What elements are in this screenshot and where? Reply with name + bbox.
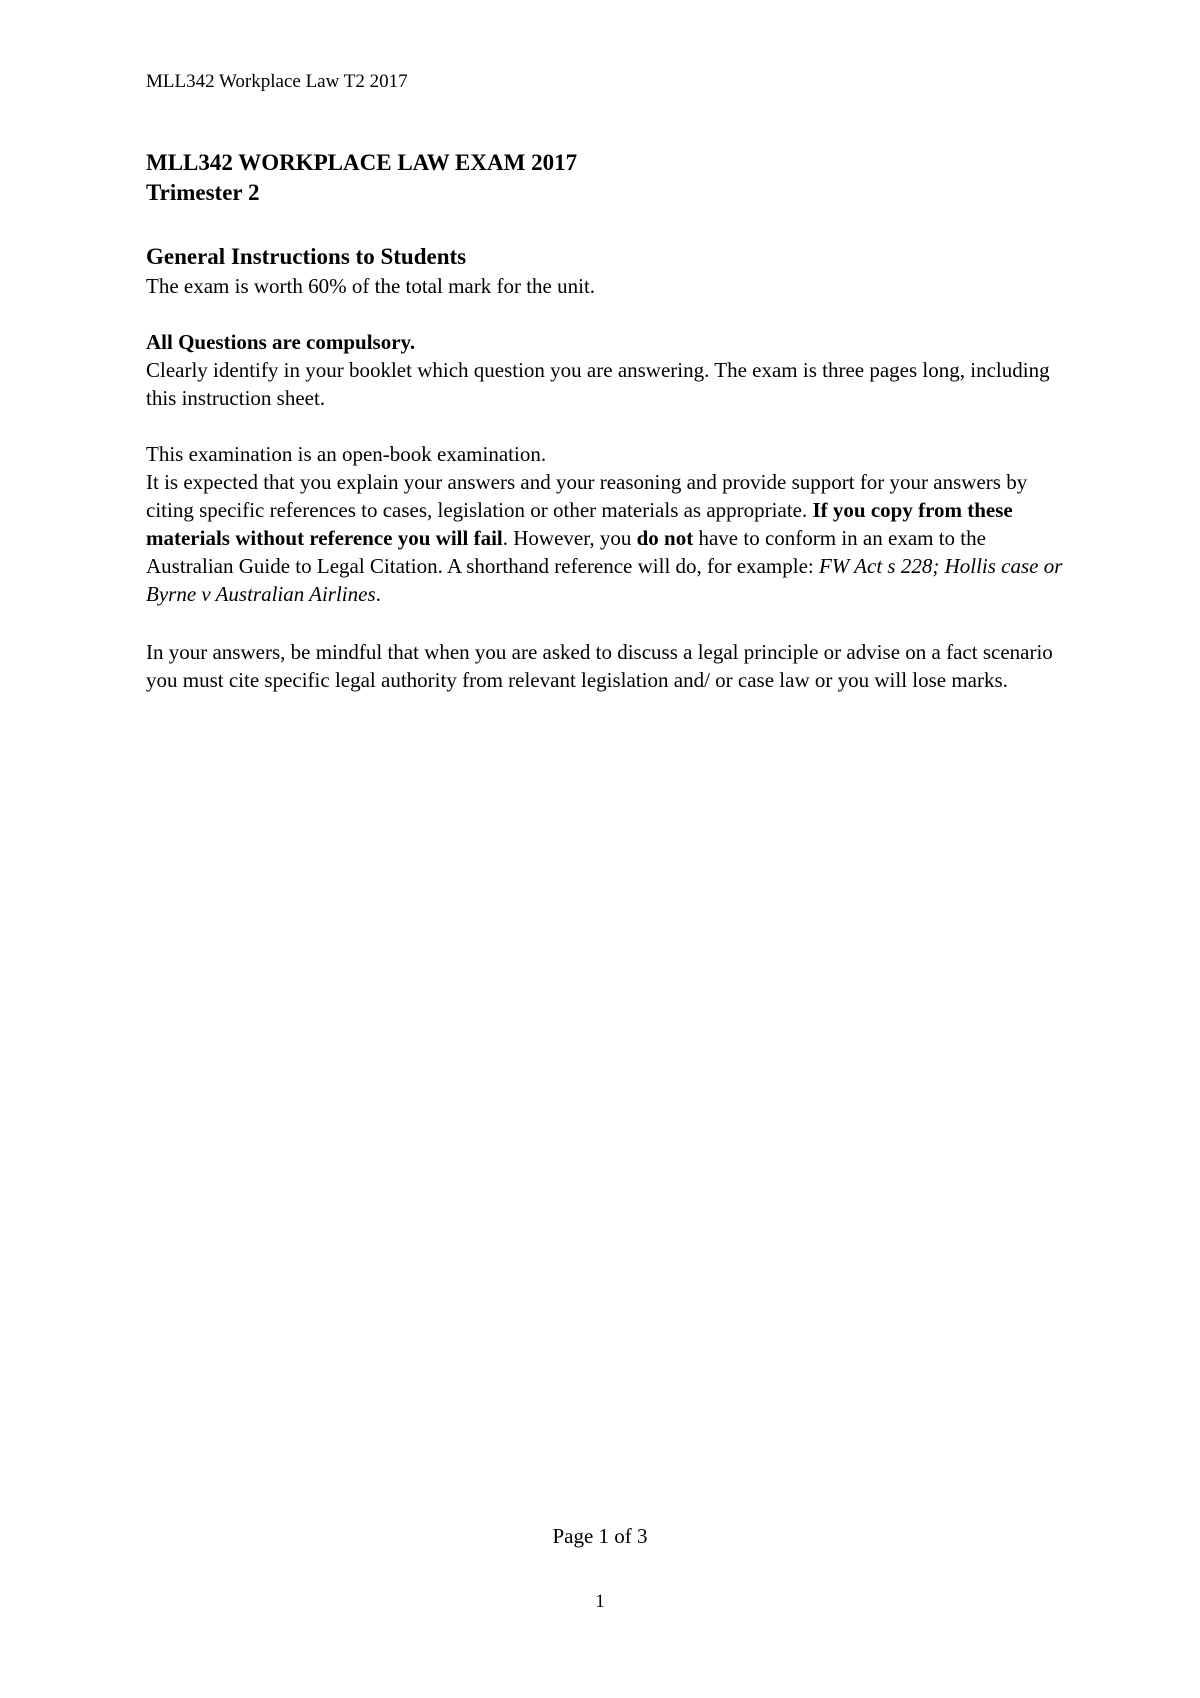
do-not-emphasis: do not: [636, 526, 694, 550]
compulsory-notice: All Questions are compulsory.: [146, 330, 416, 354]
page-of-label: Page 1 of 3: [552, 1524, 648, 1548]
citation-example: FW Act s 228; Hollis case or Byrne v Australian Airlines: [146, 554, 1063, 606]
page-number: 1: [595, 1591, 605, 1612]
legal-authority-paragraph: In your answers, be mindful that when you are asked to discuss a legal principle or advise on a fact scenario you must cite specific legal authority from relevant legislation and/ or case law or you will lose marks.: [146, 640, 1053, 692]
plagiarism-warning: If you copy from these materials without reference you will fail: [146, 498, 1013, 550]
referencing-text-1: It is expected that you explain your answers and your reasoning and provide support for your answers by citing specific references to cases, legislation or other materials as appropriate.: [146, 470, 1028, 522]
exam-worth-text: The exam is worth 60% of the total mark for the unit.: [146, 274, 596, 298]
running-header: MLL342 Workplace Law T2 2017: [146, 71, 408, 92]
trimester-label: Trimester 2: [146, 180, 260, 205]
general-instructions-heading: General Instructions to Students: [146, 244, 467, 269]
document-body: [146, 148, 1076, 694]
referencing-paragraph: [146, 468, 1076, 608]
open-book-notice: This examination is an open-book examination.: [146, 442, 547, 466]
referencing-text-3: have to conform in an exam to the Australian Guide to Legal Citation. A shorthand reference will do, for example:: [146, 526, 986, 578]
referencing-text-2: . However, you: [502, 526, 637, 550]
referencing-text-4: .: [375, 582, 381, 606]
identify-question-text: Clearly identify in your booklet which question you are answering. The exam is three pages long, including this instruction sheet.: [146, 358, 1050, 410]
exam-title: MLL342 WORKPLACE LAW EXAM 2017: [146, 150, 578, 175]
